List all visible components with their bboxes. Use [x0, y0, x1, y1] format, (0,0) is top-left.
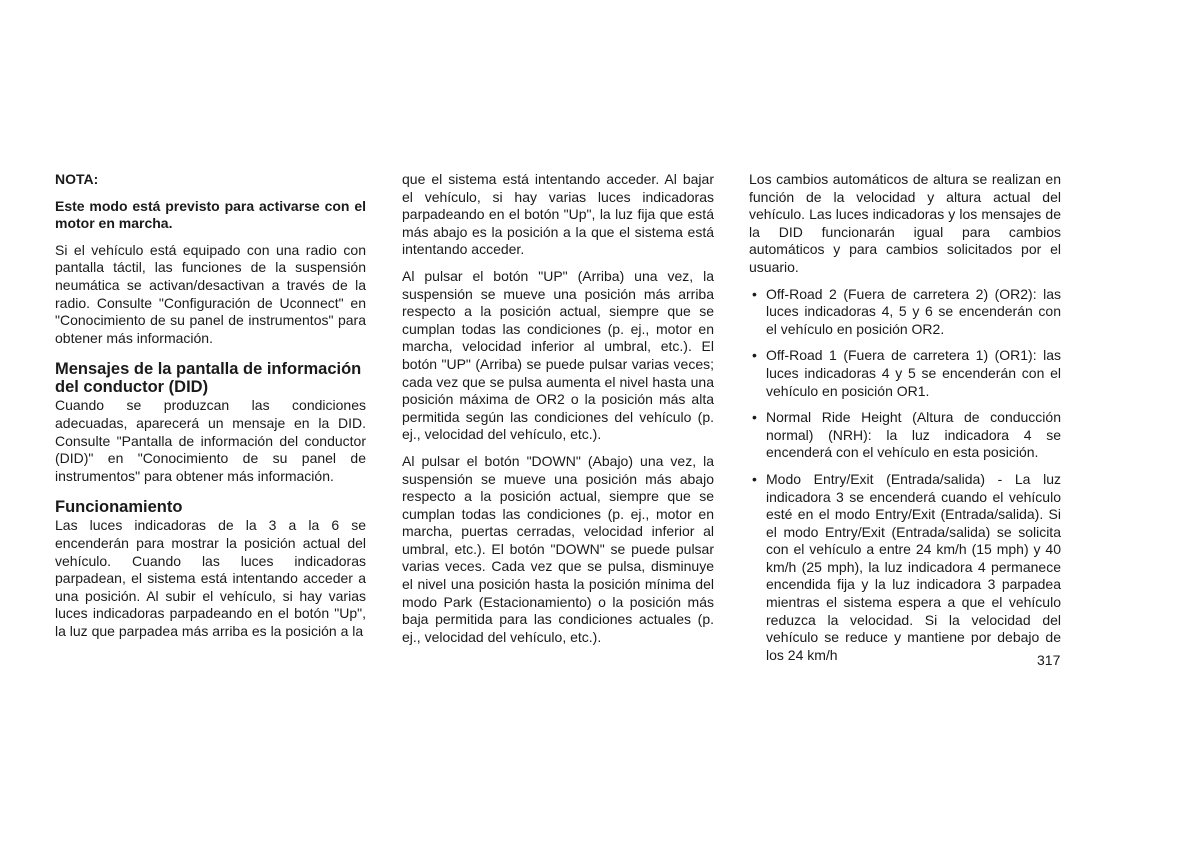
- paragraph-did-info: Cuando se produzcan las condiciones adecuadas, aparecerá un mensaje en la DID. Consulte "Pantalla de información del conductor (DID)" en "Conocimiento de su panel de instrumentos" para obtener más información.: [55, 397, 366, 484]
- bullet-icon: •: [752, 285, 757, 302]
- list-item: [749, 286, 1061, 339]
- list-item-text: Normal Ride Height (Altura de conducción normal) (NRH): la luz indicadora 4 se encenderá con el vehículo en esta posición.: [766, 409, 1061, 461]
- bullet-icon: •: [752, 409, 757, 426]
- heading-did-messages: Mensajes de la pantalla de información del conductor (DID): [55, 360, 362, 397]
- heading-operation: Funcionamiento: [55, 498, 183, 517]
- list-item: [749, 471, 1061, 665]
- height-mode-list: [749, 286, 1061, 665]
- column-left: [55, 171, 366, 649]
- page-number: 317: [1037, 652, 1061, 668]
- paragraph-down-button: Al pulsar el botón "DOWN" (Abajo) una vez, la suspensión se mueve una posición más abajo respecto a la posición actual, siempre que se cumplan todas las condiciones (p. ej., motor en marcha, puertas cerradas, velocidad inferior al umbral, etc.). El botón "DOWN" se puede pulsar varias veces. Cada vez que se pulsa, disminuye el nivel una posición hasta la posición mínima del modo Park (Estacionamiento) o la posición más baja permitida para las condiciones actuales (p. ej., velocidad del vehículo, etc.).: [402, 452, 714, 645]
- note-label: NOTA:: [55, 171, 99, 187]
- list-item: [749, 409, 1061, 462]
- bullet-icon: •: [752, 470, 757, 487]
- paragraph-auto-height: Los cambios automáticos de altura se realizan en función de la velocidad y altura actual del vehículo. Las luces indicadoras y los mensajes de la DID funcionarán igual para cambios automáticos y para cambios solicitados por el usuario.: [749, 171, 1061, 275]
- column-right: [749, 171, 1061, 673]
- column-middle: [402, 171, 714, 655]
- list-item-text: Off-Road 1 (Fuera de carretera 1) (OR1): las luces indicadoras 4 y 5 se encenderán con el vehículo en posición OR1.: [766, 347, 1061, 399]
- paragraph-up-button: Al pulsar el botón "UP" (Arriba) una vez, la suspensión se mueve una posición más arriba respecto a la posición actual, siempre que se cumplan todas las condiciones (p. ej., motor en marcha, velocidad inferior al umbral, etc.). El botón "UP" (Arriba) se puede pulsar varias veces; cada vez que se pulsa aumenta el nivel hasta una posición máxima de OR2 o la posición más alta permitida según las condiciones del vehículo (p. ej., velocidad del vehículo, etc.).: [402, 267, 714, 443]
- list-item: [749, 347, 1061, 400]
- paragraph-radio-info: Si el vehículo está equipado con una radio con pantalla táctil, las funciones de la suspensión neumática se activan/desactivan a través de la radio. Consulte "Configuración de Uconnect" en "Conocimiento de su panel de instrumentos" para obtener más información.: [55, 241, 366, 346]
- paragraph-indicator-lights: Las luces indicadoras de la 3 a la 6 se encenderán para mostrar la posición actual del vehículo. Cuando las luces indicadoras parpadean, el sistema está intentando acceder a una posición. Al subir el vehículo, si hay varias luces indicadoras parpadeando en el botón "Up", la luz que parpadea más arriba es la posición a la: [55, 517, 366, 639]
- paragraph-lowering: que el sistema está intentando acceder. Al bajar el vehículo, si hay varias luces indicadoras parpadeando en el botón "Up", la luz fija que está más abajo es la posición a la que el sistema está intentando acceder.: [402, 171, 714, 258]
- list-item-text: Off-Road 2 (Fuera de carretera 2) (OR2): las luces indicadoras 4, 5 y 6 se encenderán con el vehículo en posición OR2.: [766, 285, 1061, 337]
- note-text: Este modo está previsto para activarse con el motor en marcha.: [55, 197, 366, 232]
- bullet-icon: •: [752, 347, 757, 364]
- list-item-text: Modo Entry/Exit (Entrada/salida) - La luz indicadora 3 se encenderá cuando el vehículo esté en el modo Entry/Exit (Entrada/salida). Si el modo Entry/Exit (Entrada/salida) se solicita con el vehículo a entre 24 km/h (15 mph) y 40 km/h (25 mph), la luz indicadora 4 permanece encendida fija y la luz indicadora 3 parpadea mientras el sistema espera a que el vehículo reduzca la velocidad. Si la velocidad del vehículo se reduce y mantiene por debajo de los 24 km/h: [766, 470, 1061, 663]
